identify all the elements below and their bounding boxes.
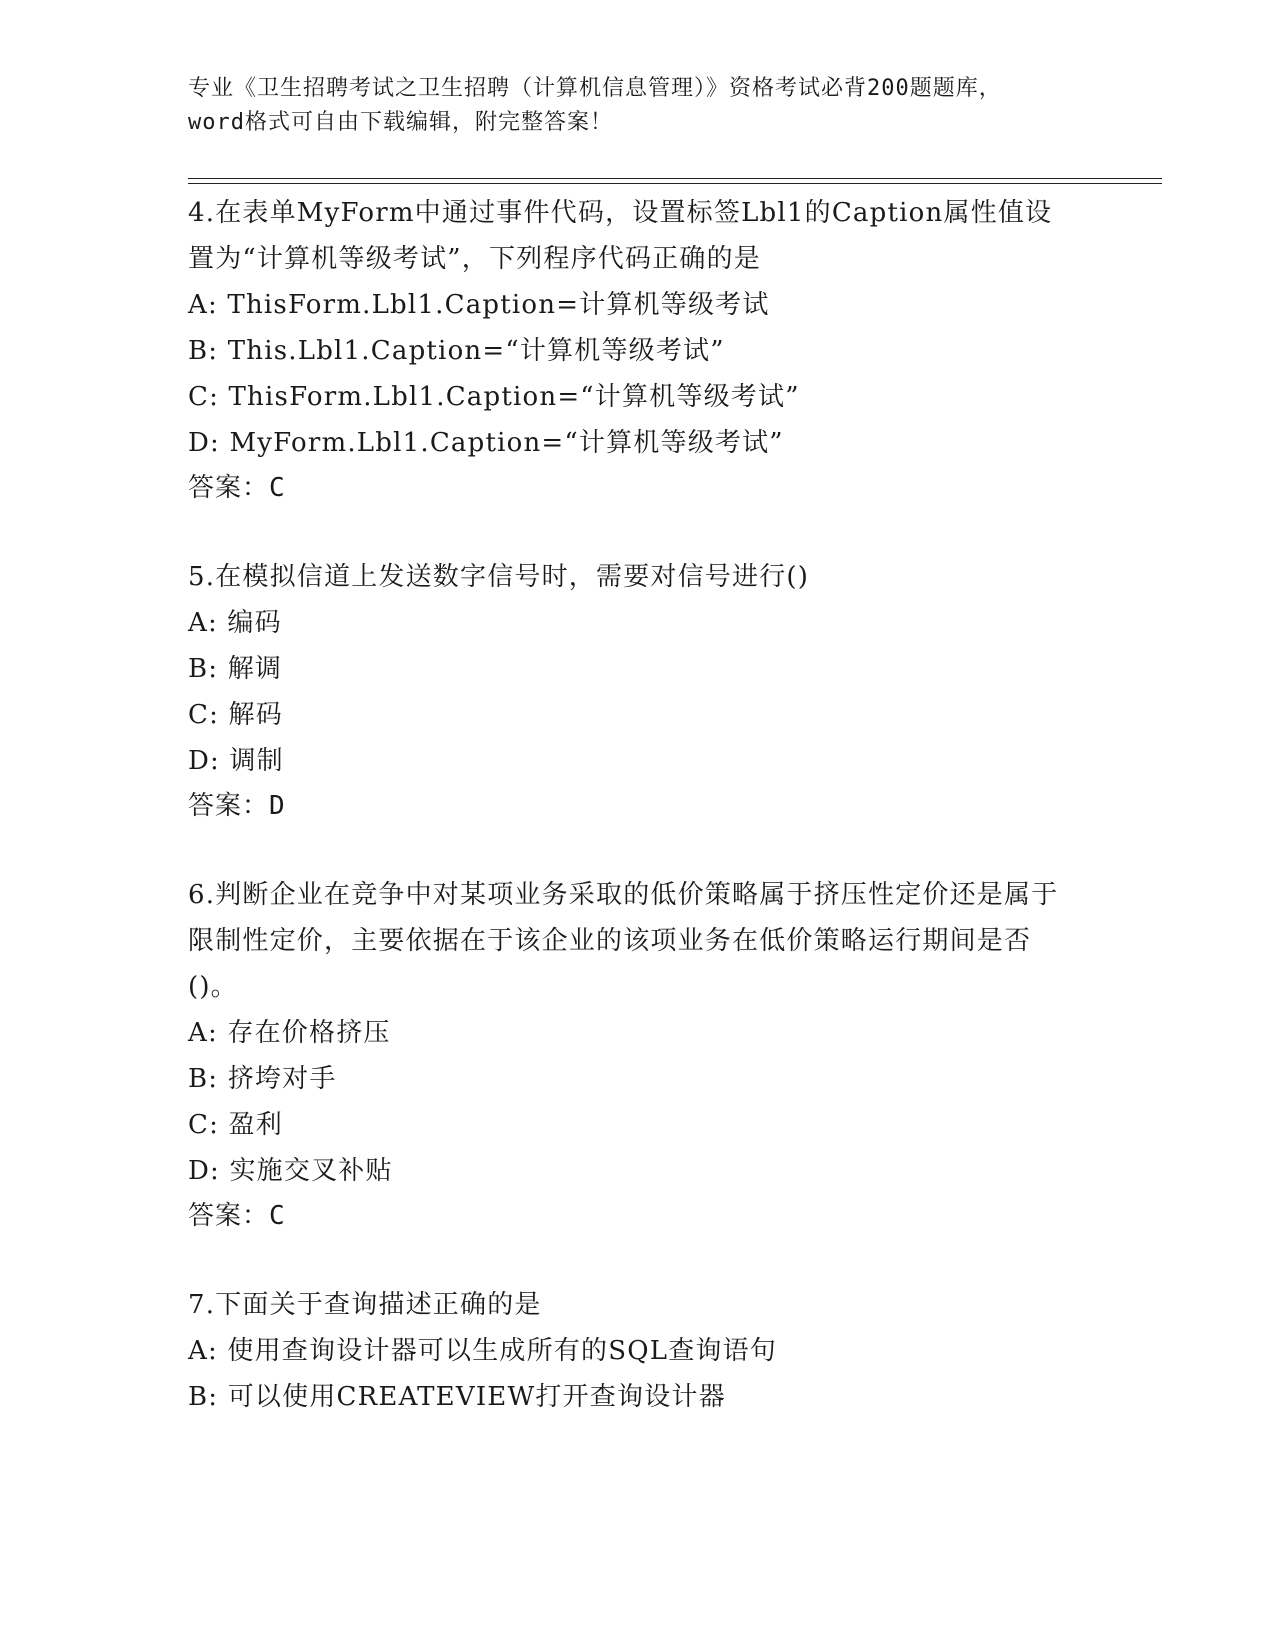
option-d: D: 实施交叉补贴 <box>188 1156 393 1186</box>
header-line-2: word格式可自由下载编辑，附完整答案！ <box>188 110 613 135</box>
option-a: A: 存在价格挤压 <box>188 1018 391 1048</box>
option-b: B: 解调 <box>188 654 283 684</box>
document-header <box>188 72 1088 140</box>
question-list <box>188 190 1068 1464</box>
question-5 <box>188 554 1068 828</box>
answer: 答案：C <box>188 1201 286 1231</box>
option-b: B: 挤垮对手 <box>188 1064 337 1094</box>
question-text: 6.判断企业在竞争中对某项业务采取的低价策略属于挤压性定价还是属于限制性定价，主要依据在于该企业的该项业务在低价策略运行期间是否()。 <box>188 880 1059 1002</box>
question-6 <box>188 872 1068 1238</box>
question-text: 5.在模拟信道上发送数字信号时，需要对信号进行() <box>188 562 810 592</box>
option-c: C: 盈利 <box>188 1110 283 1140</box>
option-d: D: 调制 <box>188 746 284 776</box>
option-b: B: 可以使用CREATEVIEW打开查询设计器 <box>188 1382 726 1412</box>
option-a: A: 使用查询设计器可以生成所有的SQL查询语句 <box>188 1336 777 1366</box>
option-c: C: 解码 <box>188 700 283 730</box>
option-a: A: ThisForm.Lbl1.Caption=计算机等级考试 <box>188 290 770 320</box>
answer: 答案：C <box>188 473 286 503</box>
option-b: B: This.Lbl1.Caption=“计算机等级考试” <box>188 336 725 366</box>
option-a: A: 编码 <box>188 608 282 638</box>
header-divider-top <box>188 178 1162 179</box>
answer: 答案：D <box>188 791 286 821</box>
header-divider-bottom <box>188 183 1162 184</box>
question-text: 7.下面关于查询描述正确的是 <box>188 1290 542 1320</box>
question-text: 4.在表单MyForm中通过事件代码，设置标签Lbl1的Caption属性值设置为“计算机等级考试”，下列程序代码正确的是 <box>188 198 1053 274</box>
question-7 <box>188 1282 1068 1420</box>
header-line-1: 专业《卫生招聘考试之卫生招聘（计算机信息管理）》资格考试必背200题题库， <box>188 76 1002 101</box>
option-d: D: MyForm.Lbl1.Caption=“计算机等级考试” <box>188 428 784 458</box>
question-4 <box>188 190 1068 510</box>
option-c: C: ThisForm.Lbl1.Caption=“计算机等级考试” <box>188 382 800 412</box>
